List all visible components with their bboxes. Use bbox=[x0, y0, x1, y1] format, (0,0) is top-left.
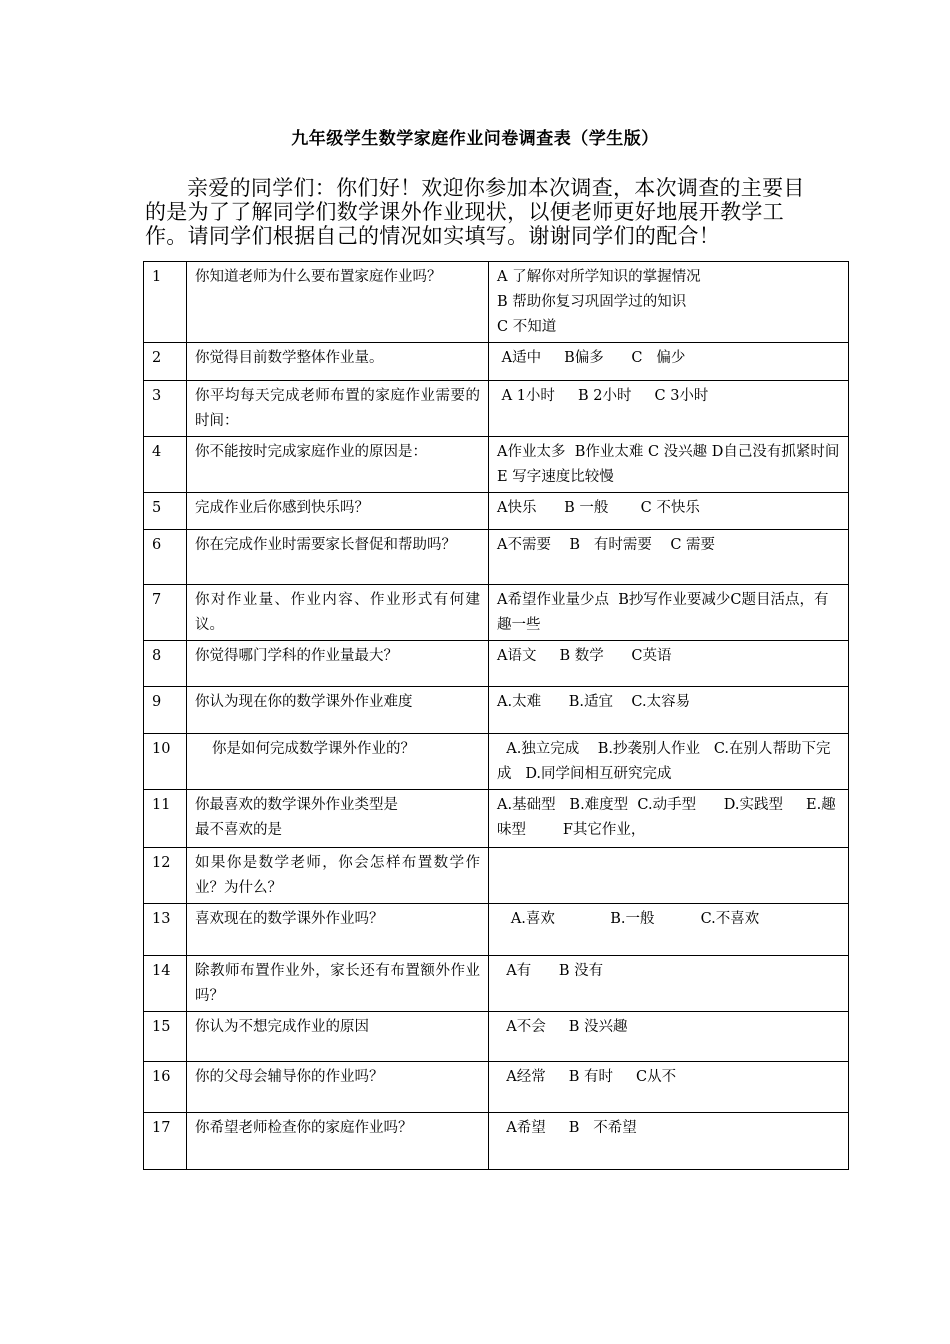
answer-options bbox=[489, 848, 849, 904]
question-text: 喜欢现在的数学课外作业吗？ bbox=[187, 904, 489, 956]
question-number: 13 bbox=[144, 904, 187, 956]
table-row bbox=[144, 904, 849, 956]
table-row bbox=[144, 530, 849, 585]
document-title: 九年级学生数学家庭作业问卷调查表（学生版） bbox=[291, 129, 659, 149]
question-text: 你的父母会辅导你的作业吗？ bbox=[187, 1062, 489, 1113]
table-row bbox=[144, 1113, 849, 1170]
table-row bbox=[144, 585, 849, 641]
question-number: 9 bbox=[144, 687, 187, 734]
answer-options: A语文 B 数学 C英语 bbox=[489, 641, 849, 687]
question-number: 2 bbox=[144, 343, 187, 381]
table-row bbox=[144, 956, 849, 1012]
table-row bbox=[144, 493, 849, 530]
question-text: 你觉得目前数学整体作业量。 bbox=[187, 343, 489, 381]
table-row bbox=[144, 687, 849, 734]
answer-options: A.独立完成 B.抄袭别人作业 C.在别人帮助下完成 D.同学间相互研究完成 bbox=[489, 734, 849, 790]
answer-options: A希望作业量少点 B抄写作业要减少C题目活点，有趣一些 bbox=[489, 585, 849, 641]
answer-options: A不需要 B 有时需要 C 需要 bbox=[489, 530, 849, 585]
answer-options: A经常 B 有时 C从不 bbox=[489, 1062, 849, 1113]
question-text: 你觉得哪门学科的作业量最大？ bbox=[187, 641, 489, 687]
answer-options: A 了解你对所学知识的掌握情况 B 帮助你复习巩固学过的知识 C 不知道 bbox=[489, 262, 849, 343]
answer-options: A.太难 B.适宜 C.太容易 bbox=[489, 687, 849, 734]
question-text: 你希望老师检查你的家庭作业吗？ bbox=[187, 1113, 489, 1170]
table-row bbox=[144, 437, 849, 493]
question-text: 你是如何完成数学课外作业的？ bbox=[212, 741, 415, 757]
answer-options: A有 B 没有 bbox=[489, 956, 849, 1012]
question-text: 你知道老师为什么要布置家庭作业吗？ bbox=[187, 262, 489, 343]
question-text: 你认为不想完成作业的原因 bbox=[187, 1012, 489, 1062]
question-number: 3 bbox=[144, 381, 187, 437]
answer-options: A适中 B偏多 C 偏少 bbox=[489, 343, 849, 381]
question-text: 除教师布置作业外，家长还有布置额外作业吗？ bbox=[187, 956, 489, 1012]
answer-options: A不会 B 没兴趣 bbox=[489, 1012, 849, 1062]
question-number: 15 bbox=[144, 1012, 187, 1062]
table-row bbox=[144, 381, 849, 437]
question-text: 如果你是数学老师，你会怎样布置数学作业？为什么？ bbox=[187, 848, 489, 904]
table-row bbox=[144, 1062, 849, 1113]
question-number: 12 bbox=[144, 848, 187, 904]
question-number: 11 bbox=[144, 790, 187, 848]
answer-options: A快乐 B 一般 C 不快乐 bbox=[489, 493, 849, 530]
answer-options: A作业太多 B作业太难 C 没兴趣 D自己没有抓紧时间 E 写字速度比较慢 bbox=[489, 437, 849, 493]
question-number: 7 bbox=[144, 585, 187, 641]
survey-table bbox=[143, 261, 854, 1170]
question-text: 你认为现在你的数学课外作业难度 bbox=[187, 687, 489, 734]
answer-options: A 1小时 B 2小时 C 3小时 bbox=[489, 381, 849, 437]
question-text: 你平均每天完成老师布置的家庭作业需要的时间： bbox=[187, 381, 489, 437]
question-text: 完成作业后你感到快乐吗？ bbox=[187, 493, 489, 530]
intro-paragraph: 亲爱的同学们：你们好！欢迎你参加本次调查，本次调查的主要目的是为了了解同学们数学课外作业现状，以便老师更好地展开教学工作。请同学们根据自己的情况如实填写。谢谢同学们的配合！ bbox=[145, 176, 805, 248]
answer-options: A希望 B 不希望 bbox=[489, 1113, 849, 1170]
table-row bbox=[144, 641, 849, 687]
table-row bbox=[144, 1012, 849, 1062]
question-number: 8 bbox=[144, 641, 187, 687]
answer-options: A.喜欢 B.一般 C.不喜欢 bbox=[489, 904, 849, 956]
question-text: 你不能按时完成家庭作业的原因是： bbox=[187, 437, 489, 493]
question-number: 5 bbox=[144, 493, 187, 530]
question-text: 你最喜欢的数学课外作业类型是 最不喜欢的是 bbox=[187, 790, 489, 848]
answer-options: A.基础型 B.难度型 C.动手型 D.实践型 E.趣味型 F其它作业， bbox=[489, 790, 849, 848]
question-number: 10 bbox=[144, 734, 187, 790]
question-number: 14 bbox=[144, 956, 187, 1012]
table-row bbox=[144, 262, 849, 343]
question-number: 17 bbox=[144, 1113, 187, 1170]
question-number: 1 bbox=[144, 262, 187, 343]
question-text: 你在完成作业时需要家长督促和帮助吗？ bbox=[187, 530, 489, 585]
table-row bbox=[144, 734, 849, 790]
table-row bbox=[144, 343, 849, 381]
question-number: 16 bbox=[144, 1062, 187, 1113]
question-text: 你对作业量、作业内容、作业形式有何建议。 bbox=[187, 585, 489, 641]
question-number: 4 bbox=[144, 437, 187, 493]
table-row bbox=[144, 848, 849, 904]
table-row bbox=[144, 790, 849, 848]
question-number: 6 bbox=[144, 530, 187, 585]
